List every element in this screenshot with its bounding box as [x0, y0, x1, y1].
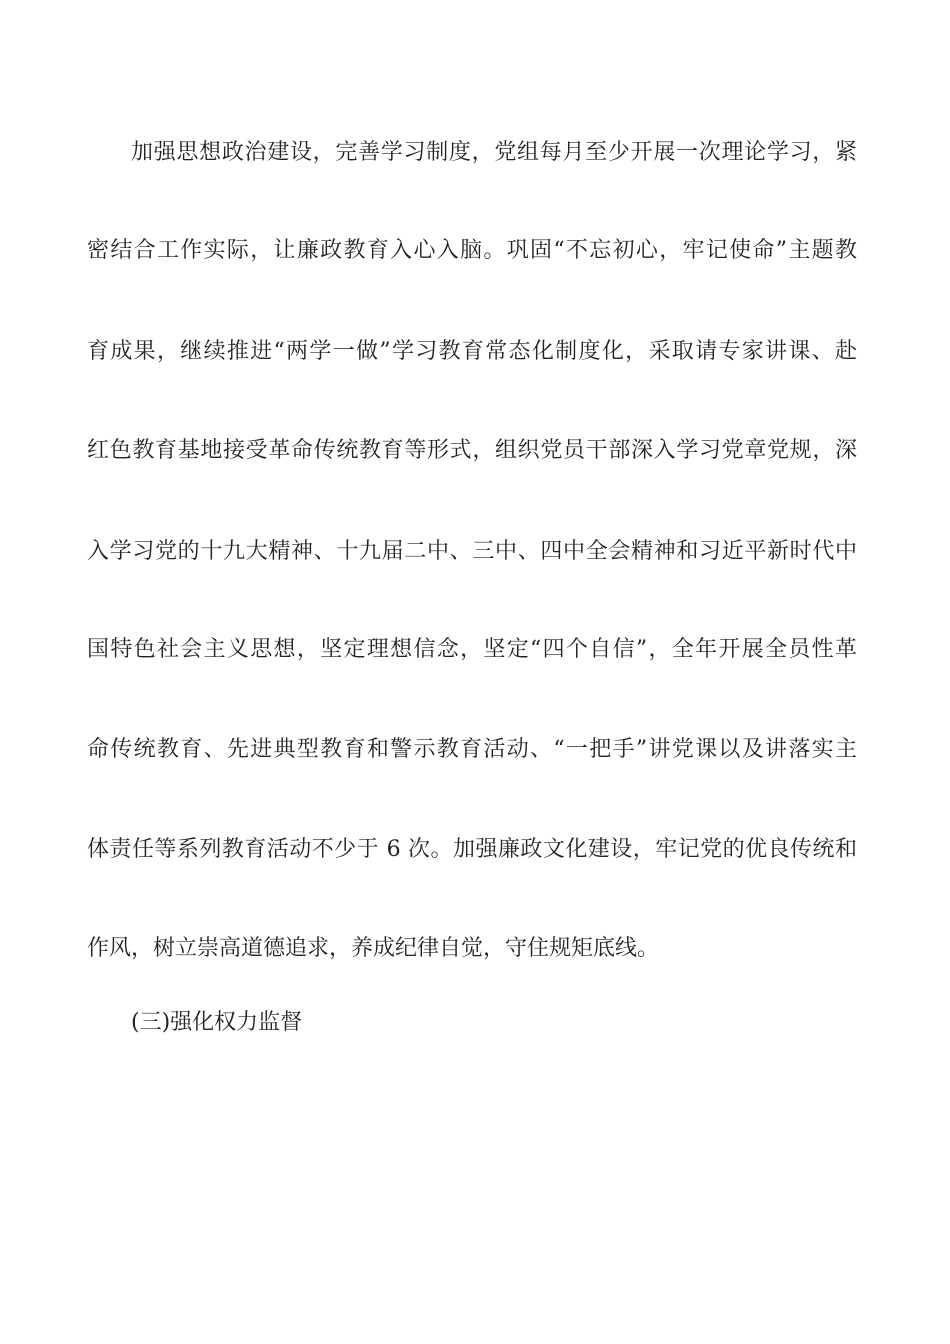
paragraph-line-3: 育成果，继续推进“两学一做”学习教育常态化制度化，采取请专家讲课、赴 — [87, 339, 857, 364]
paragraph-line-1: 加强思想政治建设，完善学习制度，党组每月至少开展一次理论学习，紧 — [131, 140, 857, 165]
paragraph-line-9: 作风，树立崇高道德追求，养成纪律自觉，守住规矩底线。 — [87, 936, 660, 961]
paragraph-line-5: 入学习党的十九大精神、十九届二中、三中、四中全会精神和习近平新时代中 — [87, 539, 857, 564]
paragraph-line-8: 体责任等系列教育活动不少于 6 次。加强廉政文化建设，牢记党的优良传统和 — [87, 837, 857, 862]
section-heading: (三)强化权力监督 — [131, 1010, 303, 1035]
paragraph-line-6: 国特色社会主义思想，坚定理想信念，坚定“四个自信”，全年开展全员性革 — [87, 637, 857, 662]
paragraph-line-7: 命传统教育、先进典型教育和警示教育活动、“一把手”讲党课以及讲落实主 — [87, 737, 857, 762]
paragraph-line-4: 红色教育基地接受革命传统教育等形式，组织党员干部深入学习党章党规，深 — [87, 438, 857, 463]
paragraph-line-2: 密结合工作实际，让廉政教育入心入脑。巩固“不忘初心，牢记使命”主题教 — [87, 238, 857, 263]
